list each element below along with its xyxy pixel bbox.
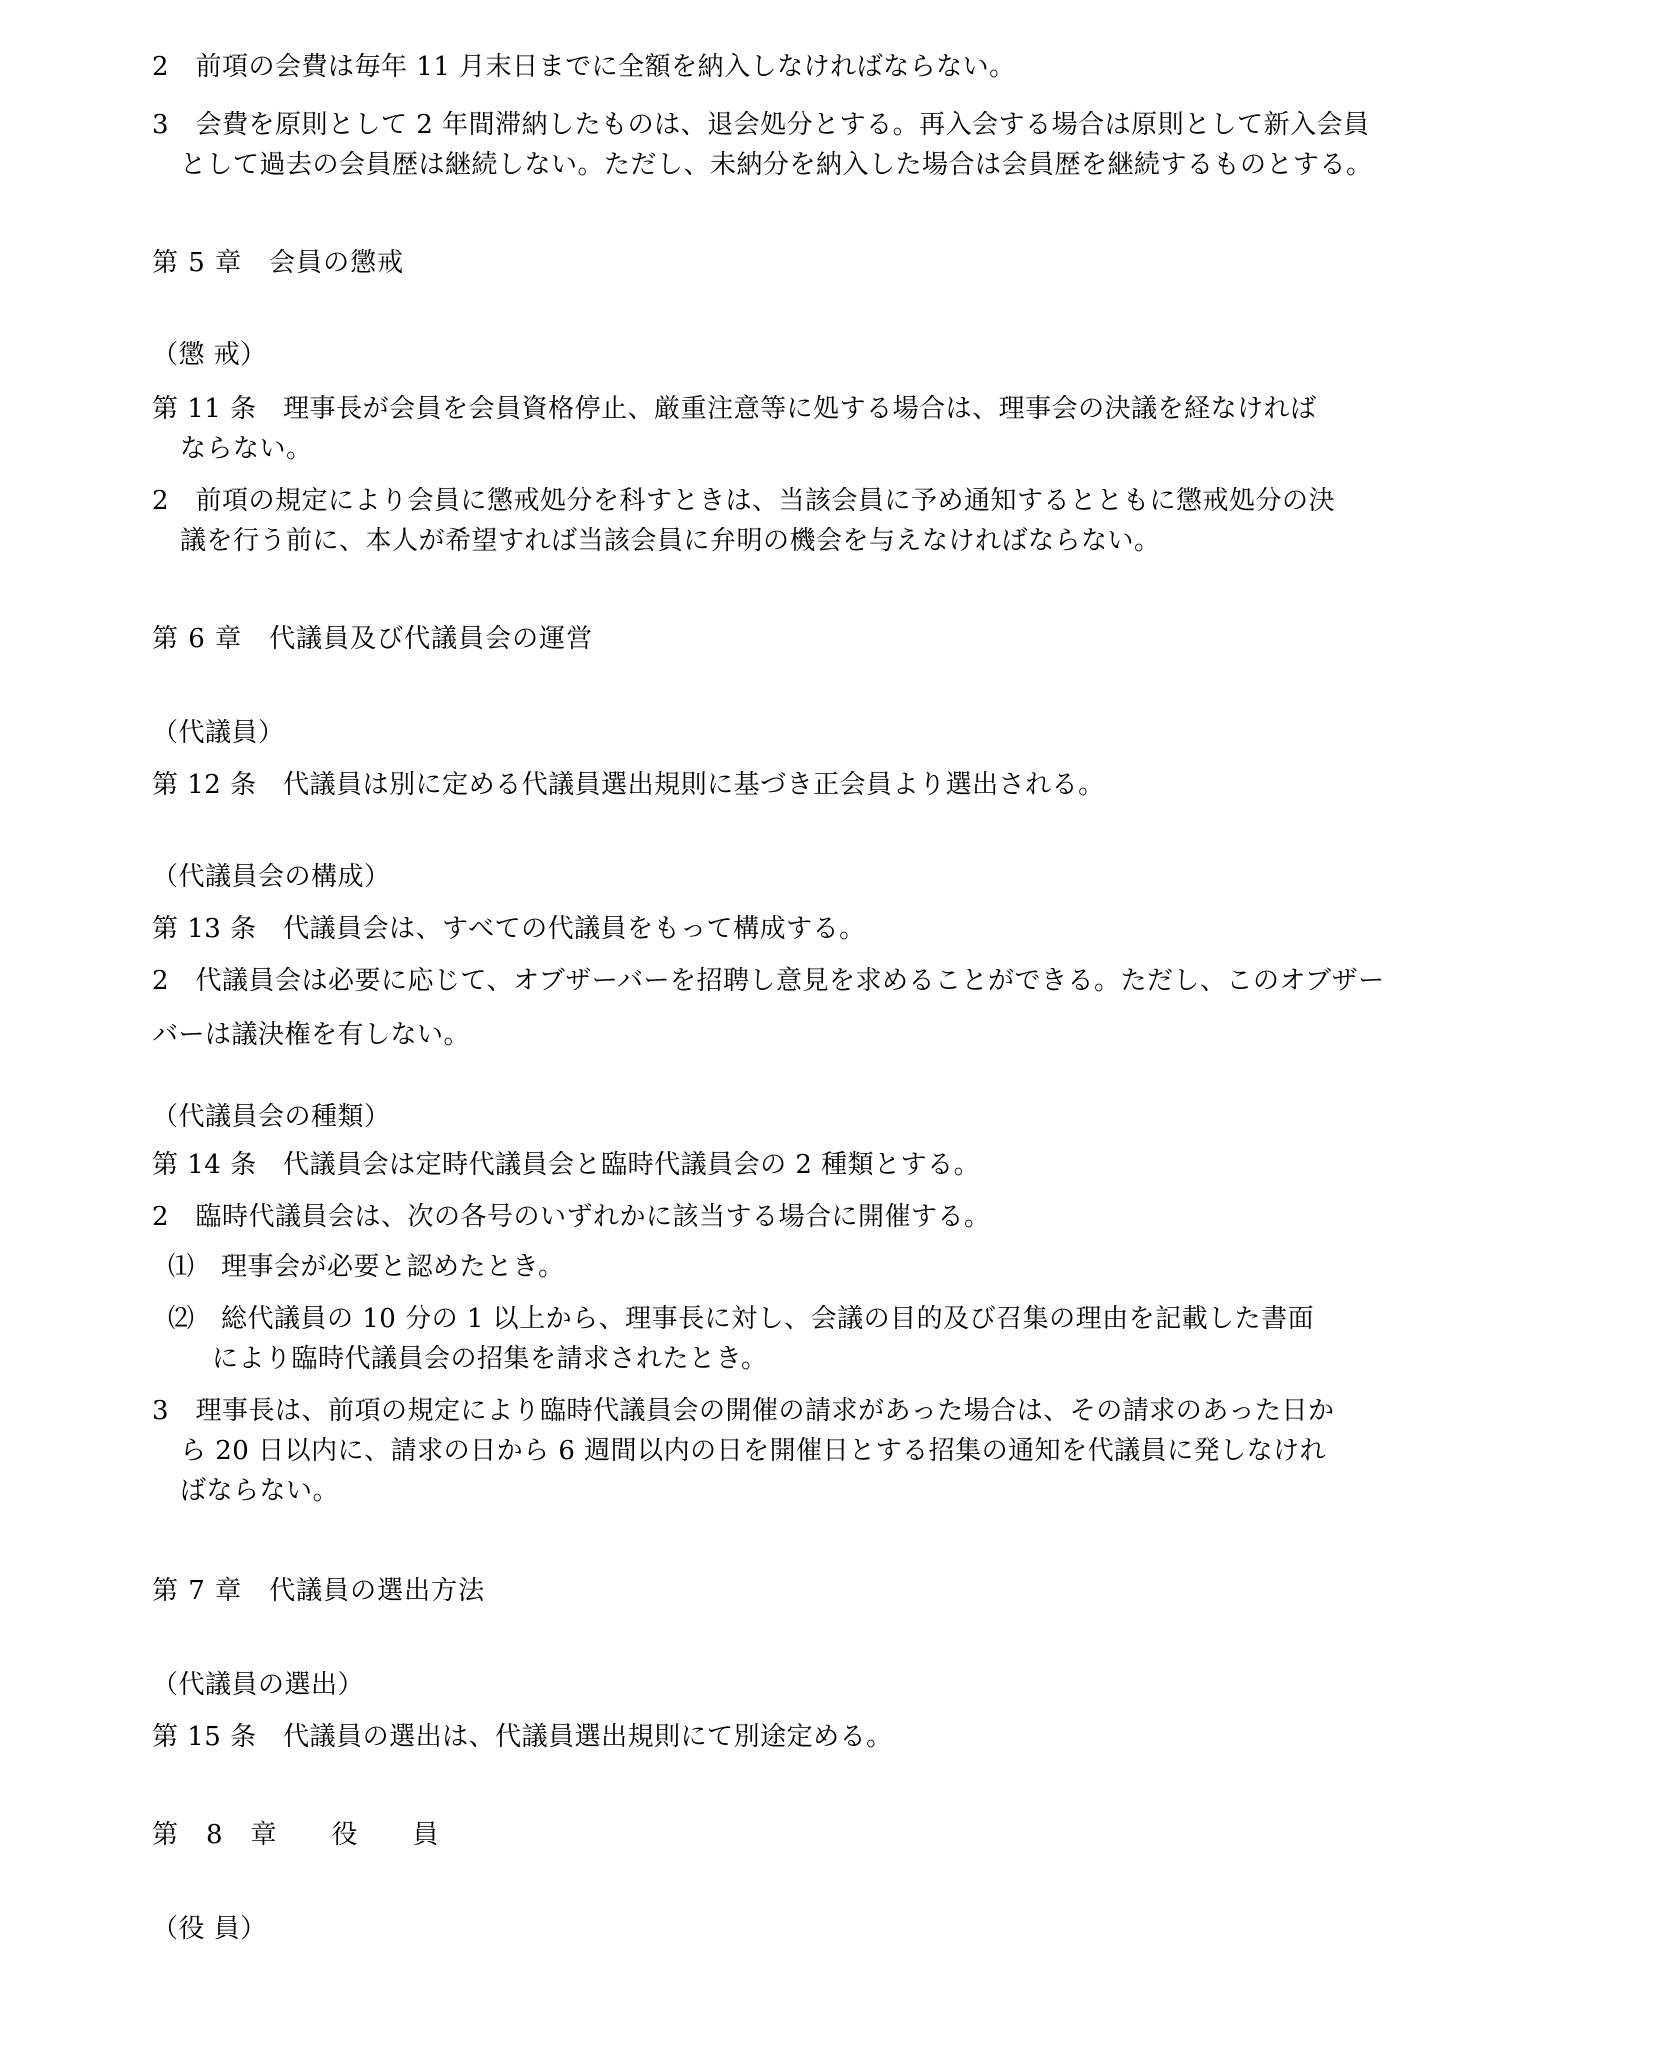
article-caption: （役 員） (152, 1914, 267, 1944)
paragraph-line: 3 会費を原則として 2 年間滞納したものは、退会処分とする。再入会する場合は原則として新入会員 (152, 110, 1370, 140)
article-caption: （代議員会の種類） (152, 1102, 391, 1132)
paragraph-line: ならない。 (180, 434, 313, 464)
paragraph-line: 議を行う前に、本人が希望すれば当該会員に弁明の機会を与えなければならない。 (180, 526, 1161, 556)
paragraph-line: 2 臨時代議員会は、次の各号のいずれかに該当する場合に開催する。 (152, 1202, 991, 1232)
paragraph-line: により臨時代議員会の招集を請求されたとき。 (212, 1344, 768, 1374)
chapter-heading: 第 7 章 代議員の選出方法 (152, 1576, 486, 1606)
article-line: 第 11 条 理事長が会員を会員資格停止、厳重注意等に処する場合は、理事会の決議を経なければ (152, 394, 1317, 424)
paragraph-line: 3 理事長は、前項の規定により臨時代議員会の開催の請求があった場合は、その請求のあった日か (152, 1396, 1335, 1426)
article-caption: （代議員） (152, 718, 285, 748)
paragraph-line: ばならない。 (180, 1476, 340, 1506)
article-caption: （代議員の選出） (152, 1670, 365, 1700)
list-item: ⑵ 総代議員の 10 分の 1 以上から、理事長に対し、会議の目的及び召集の理由を記載した書面 (168, 1304, 1315, 1334)
article-line: 第 13 条 代議員会は、すべての代議員をもって構成する。 (152, 914, 866, 944)
list-item: ⑴ 理事会が必要と認めたとき。 (168, 1252, 565, 1282)
paragraph-line: として過去の会員歴は継続しない。ただし、未納分を納入した場合は会員歴を継続するものとする。 (180, 150, 1373, 180)
article-line: 第 15 条 代議員の選出は、代議員選出規則にて別途定める。 (152, 1722, 893, 1752)
chapter-heading: 第 5 章 会員の懲戒 (152, 248, 405, 278)
chapter-heading: 第 6 章 代議員及び代議員会の運営 (152, 624, 594, 654)
paragraph-line: 2 代議員会は必要に応じて、オブザーバーを招聘し意見を求めることができる。ただし、このオブザー (152, 966, 1385, 996)
paragraph-line: 2 前項の会費は毎年 11 月末日までに全額を納入しなければならない。 (152, 52, 1016, 82)
article-line: 第 14 条 代議員会は定時代議員会と臨時代議員会の 2 種類とする。 (152, 1150, 981, 1180)
paragraph-line: ら 20 日以内に、請求の日から 6 週間以内の日を開催日とする招集の通知を代議員に発しなけれ (180, 1436, 1327, 1466)
paragraph-line: バーは議決権を有しない。 (152, 1020, 471, 1050)
chapter-heading: 第 8 章 役 員 (152, 1820, 440, 1850)
article-caption: （懲 戒） (152, 340, 267, 370)
article-line: 第 12 条 代議員は別に定める代議員選出規則に基づき正会員より選出される。 (152, 770, 1105, 800)
paragraph-line: 2 前項の規定により会員に懲戒処分を科すときは、当該会員に予め通知するとともに懲戒処分の決 (152, 486, 1336, 516)
article-caption: （代議員会の構成） (152, 862, 391, 892)
